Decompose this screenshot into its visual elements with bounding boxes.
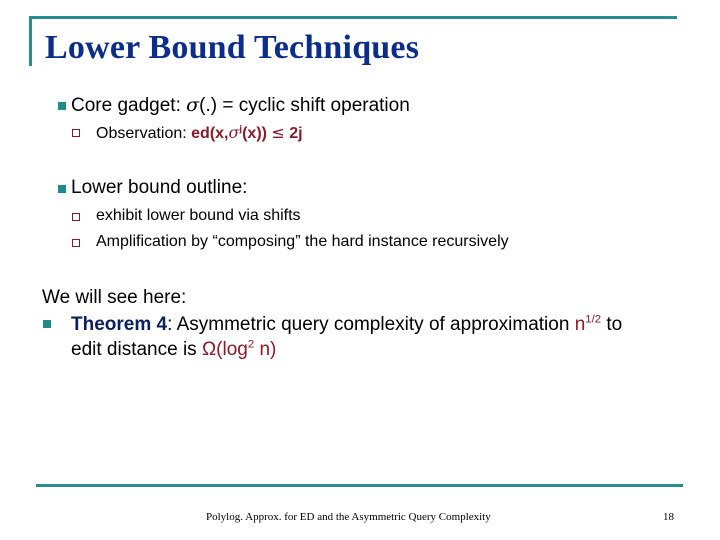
expr-part: (x)) — [242, 125, 272, 142]
theorem-text-after: to — [601, 314, 623, 335]
title-top-rule — [29, 16, 677, 19]
hollow-square-bullet-icon — [72, 213, 80, 221]
expr-part: ed(x, — [191, 125, 229, 142]
bound-suffix: n) — [254, 339, 277, 360]
bullet-lower-bound-outline: Lower bound outline: — [71, 177, 248, 198]
theorem-label: Theorem 4 — [71, 314, 168, 335]
theorem-line2-prefix: edit distance is — [71, 339, 202, 360]
slide-title: Lower Bound Techniques — [45, 29, 420, 66]
expr-part: 2j — [284, 125, 303, 142]
page-number: 18 — [663, 511, 674, 523]
leq-symbol: ≤ — [271, 123, 285, 142]
observation-expression — [191, 125, 302, 142]
sub-bullet-amplification: Amplification by “composing” the hard instance recursively — [96, 233, 509, 250]
bullet-text-suffix: (.) = cyclic shift operation — [199, 95, 410, 116]
square-bullet-icon — [43, 320, 51, 328]
square-bullet-icon — [58, 102, 66, 110]
sub-bullet-observation — [96, 123, 303, 144]
bound-exponent: 2 — [247, 338, 255, 351]
sub-bullet-exhibit: exhibit lower bound via shifts — [96, 207, 301, 224]
approx-base: n — [574, 314, 586, 335]
observation-label: Observation: — [96, 125, 192, 142]
approx-exponent: 1/2 — [585, 313, 602, 326]
theorem-line-2 — [71, 338, 276, 362]
hollow-square-bullet-icon — [72, 239, 80, 247]
theorem-line-1 — [71, 313, 622, 337]
bullet-core-gadget — [71, 93, 410, 118]
square-bullet-icon — [58, 185, 66, 193]
exponent: j — [239, 123, 243, 135]
sigma-symbol: σ — [186, 94, 200, 116]
footer-rule — [36, 484, 683, 487]
section-heading: We will see here: — [42, 287, 187, 308]
approx-factor — [575, 314, 601, 335]
title-left-rule — [29, 16, 32, 66]
bound-prefix: Ω(log — [201, 339, 248, 360]
footer-title: Polylog. Approx. for ED and the Asymmetric Query Complexity — [206, 511, 491, 523]
sigma-symbol: σ — [228, 123, 240, 142]
theorem-text: : Asymmetric query complexity of approximation — [167, 314, 575, 335]
hollow-square-bullet-icon — [72, 129, 80, 137]
lower-bound-expression — [202, 339, 276, 360]
bullet-text-prefix: Core gadget: — [71, 95, 187, 116]
